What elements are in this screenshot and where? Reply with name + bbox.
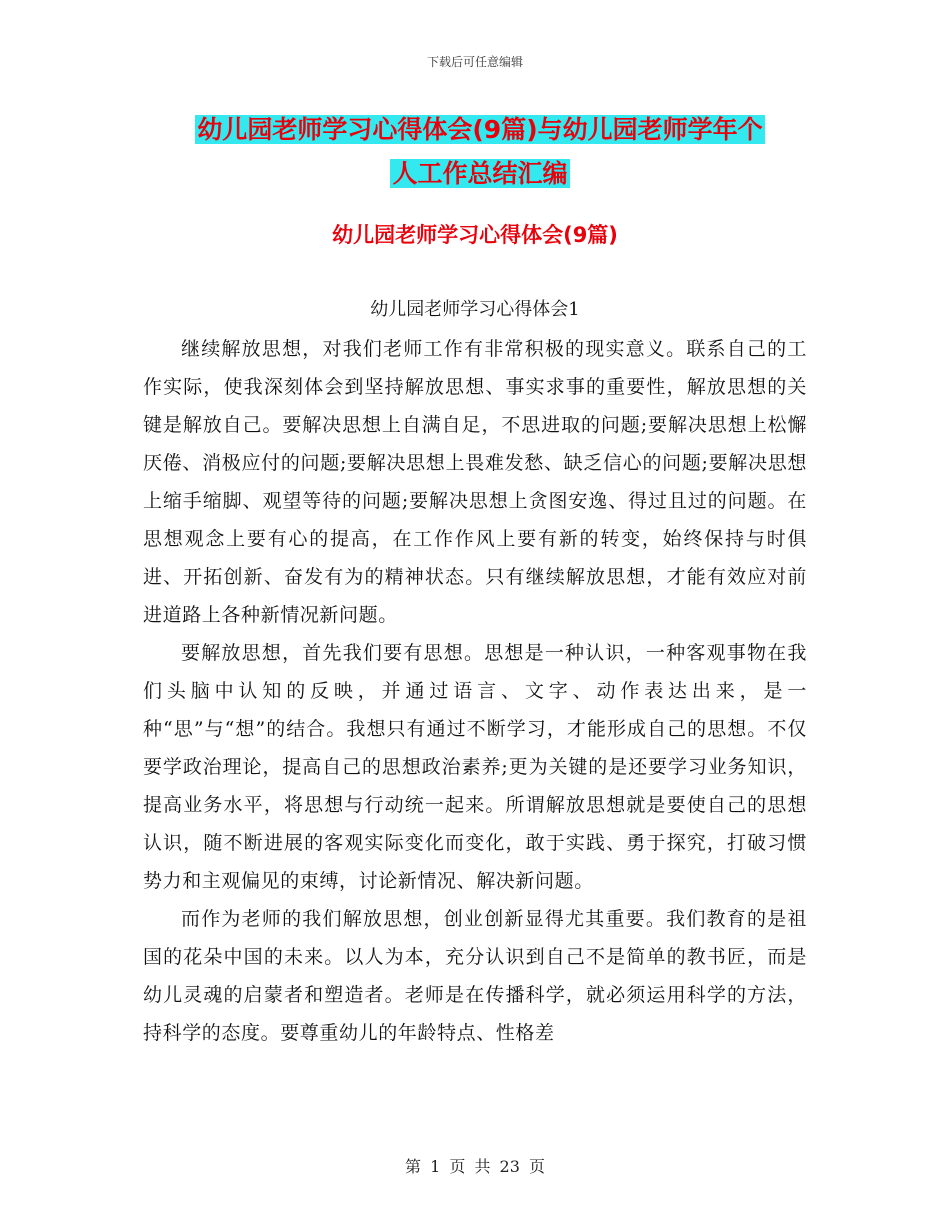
paragraph: 而作为老师的我们解放思想，创业创新显得尤其重要。我们教育的是祖国的花朵中国的未来。以人为本，充分认识到自己不是简单的教书匠，而是幼儿灵魂的启蒙者和塑造者。老师是在传播科学，就必须运用科学的方法，持科学的态度。要尊重幼儿的年龄特点、性格差 [143,908,807,1044]
document-title-line-2 [150,152,810,196]
page-number-footer: 第 1 页 共 23 页 [405,1157,545,1176]
header-note: 下载后可任意编辑 [426,55,523,69]
paragraph: 要解放思想，首先我们要有思想。思想是一种认识，一种客观事物在我们头脑中认知的反映，并通过语言、文字、动作表达出来，是一种“思”与“想”的结合。我想只有通过不断学习，才能形成自己的思想。不仅要学政治理论，提高自己的思想政治素养;更为关键的是还要学习业务知识，提高业务水平，将思想与行动统一起来。所谓解放思想就是要使自己的思想认识，随不断进展的客观实际变化而变化，敢于实践、勇于探究，打破习惯势力和主观偏见的束缚，讨论新情况、解决新问题。 [143,642,807,892]
title-line-1-text: 幼儿园老师学习心得体会(9篇)与幼儿园老师学年个 [197,115,763,144]
document-title-line-1 [150,108,810,152]
title-line-2-text: 人工作总结汇编 [392,159,568,188]
paragraph: 继续解放思想，对我们老师工作有非常积极的现实意义。联系自己的工作实际，使我深刻体会到坚持解放思想、事实求事的重要性，解放思想的关键是解放自己。要解决思想上自满自足，不思进取的问题;要解决思想上松懈厌倦、消极应付的问题;要解决思想上畏难发愁、缺乏信心的问题;要解决思想上缩手缩脚、观望等待的问题;要解决思想上贪图安逸、得过且过的问题。在思想观念上要有心的提高，在工作作风上要有新的转变，始终保持与时俱进、开拓创新、奋发有为的精神状态。只有继续解放思想，才能有效应对前进道路上各种新情况新问题。 [143,338,807,626]
article-body [143,330,807,1052]
section-title: 幼儿园老师学习心得体会(9篇) [332,223,618,247]
article-heading: 幼儿园老师学习心得体会1 [370,299,580,320]
